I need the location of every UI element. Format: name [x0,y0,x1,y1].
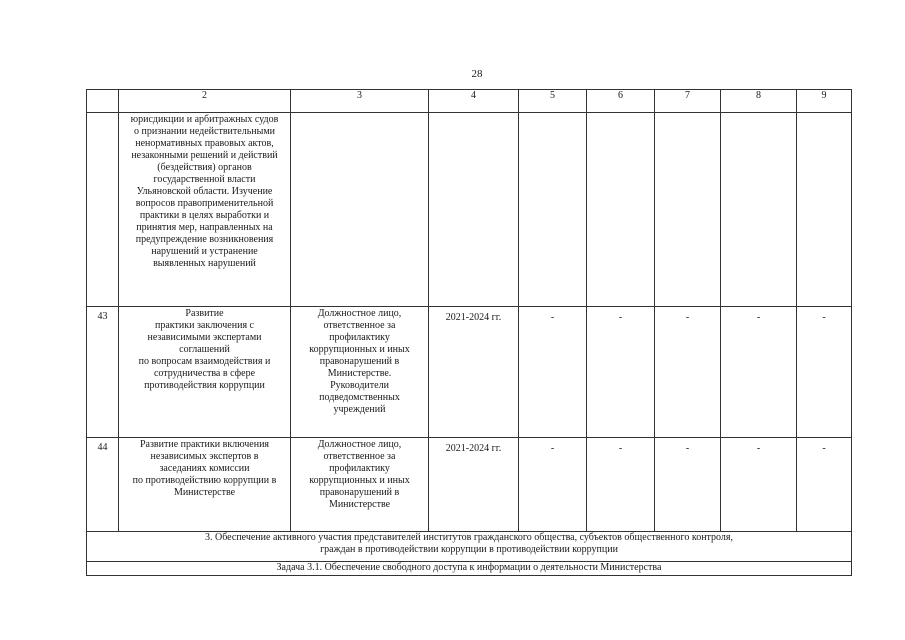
row-number: 43 [87,307,119,438]
value-cell-5: - [519,438,587,532]
responsible-cell: Должностное лицо, ответственное за профилактику коррупционных и иных правонарушений в Министерстве. Руководители подведомственных учреждений [291,307,429,438]
value-cell-5: - [519,307,587,438]
header-col-1 [87,90,119,113]
table-row [87,438,852,532]
value-cell-9: - [797,438,852,532]
header-col-4: 4 [429,90,519,113]
header-col-9: 9 [797,90,852,113]
responsible-cell: Должностное лицо, ответственное за профилактику коррупционных и иных правонарушений в Министерстве [291,438,429,532]
responsible-cell [291,113,429,307]
table-row [87,307,852,438]
value-cell-8 [721,113,797,307]
header-col-6: 6 [587,90,655,113]
value-cell-5 [519,113,587,307]
column-number-header [87,90,852,113]
value-cell-8: - [721,438,797,532]
value-cell-8: - [721,307,797,438]
activity-cell: юрисдикции и арбитражных судов о признании недействительными ненормативных правовых актов, незаконными решений и действий (бездействия) органов государственной власти Ульяновской области. Изучение вопросов правоприменительной практики в целях выработки и принятия мер, направленных на предупреждение возникновения нарушений и устранение выявленных нарушений [119,113,291,307]
task-title: Задача 3.1. Обеспечение свободного доступа к информации о деятельности Министерства [87,562,852,576]
header-col-7: 7 [655,90,721,113]
header-col-2: 2 [119,90,291,113]
value-cell-7: - [655,438,721,532]
period-cell: 2021-2024 гг. [429,307,519,438]
value-cell-6: - [587,307,655,438]
section-row [87,532,852,562]
value-cell-9: - [797,307,852,438]
period-cell: 2021-2024 гг. [429,438,519,532]
section-title: 3. Обеспечение активного участия представителей институтов гражданского общества, субъектов общественного контроля, граждан в противодействии коррупции в противодействии коррупции [87,532,852,562]
table-row [87,113,852,307]
activity-cell: Развитие практики включения независимых экспертов в заседаниях комиссии по противодействию коррупции в Министерстве [119,438,291,532]
activity-cell: Развитие практики заключения с независимыми экспертами соглашений по вопросам взаимодействия и сотрудничества в сфере противодействия коррупции [119,307,291,438]
measures-table [86,89,852,576]
value-cell-7: - [655,307,721,438]
row-number [87,113,119,307]
header-col-8: 8 [721,90,797,113]
header-col-5: 5 [519,90,587,113]
row-number: 44 [87,438,119,532]
page-number: 28 [471,68,483,80]
period-cell [429,113,519,307]
header-col-3: 3 [291,90,429,113]
value-cell-7 [655,113,721,307]
value-cell-6: - [587,438,655,532]
value-cell-6 [587,113,655,307]
value-cell-9 [797,113,852,307]
task-row [87,562,852,576]
